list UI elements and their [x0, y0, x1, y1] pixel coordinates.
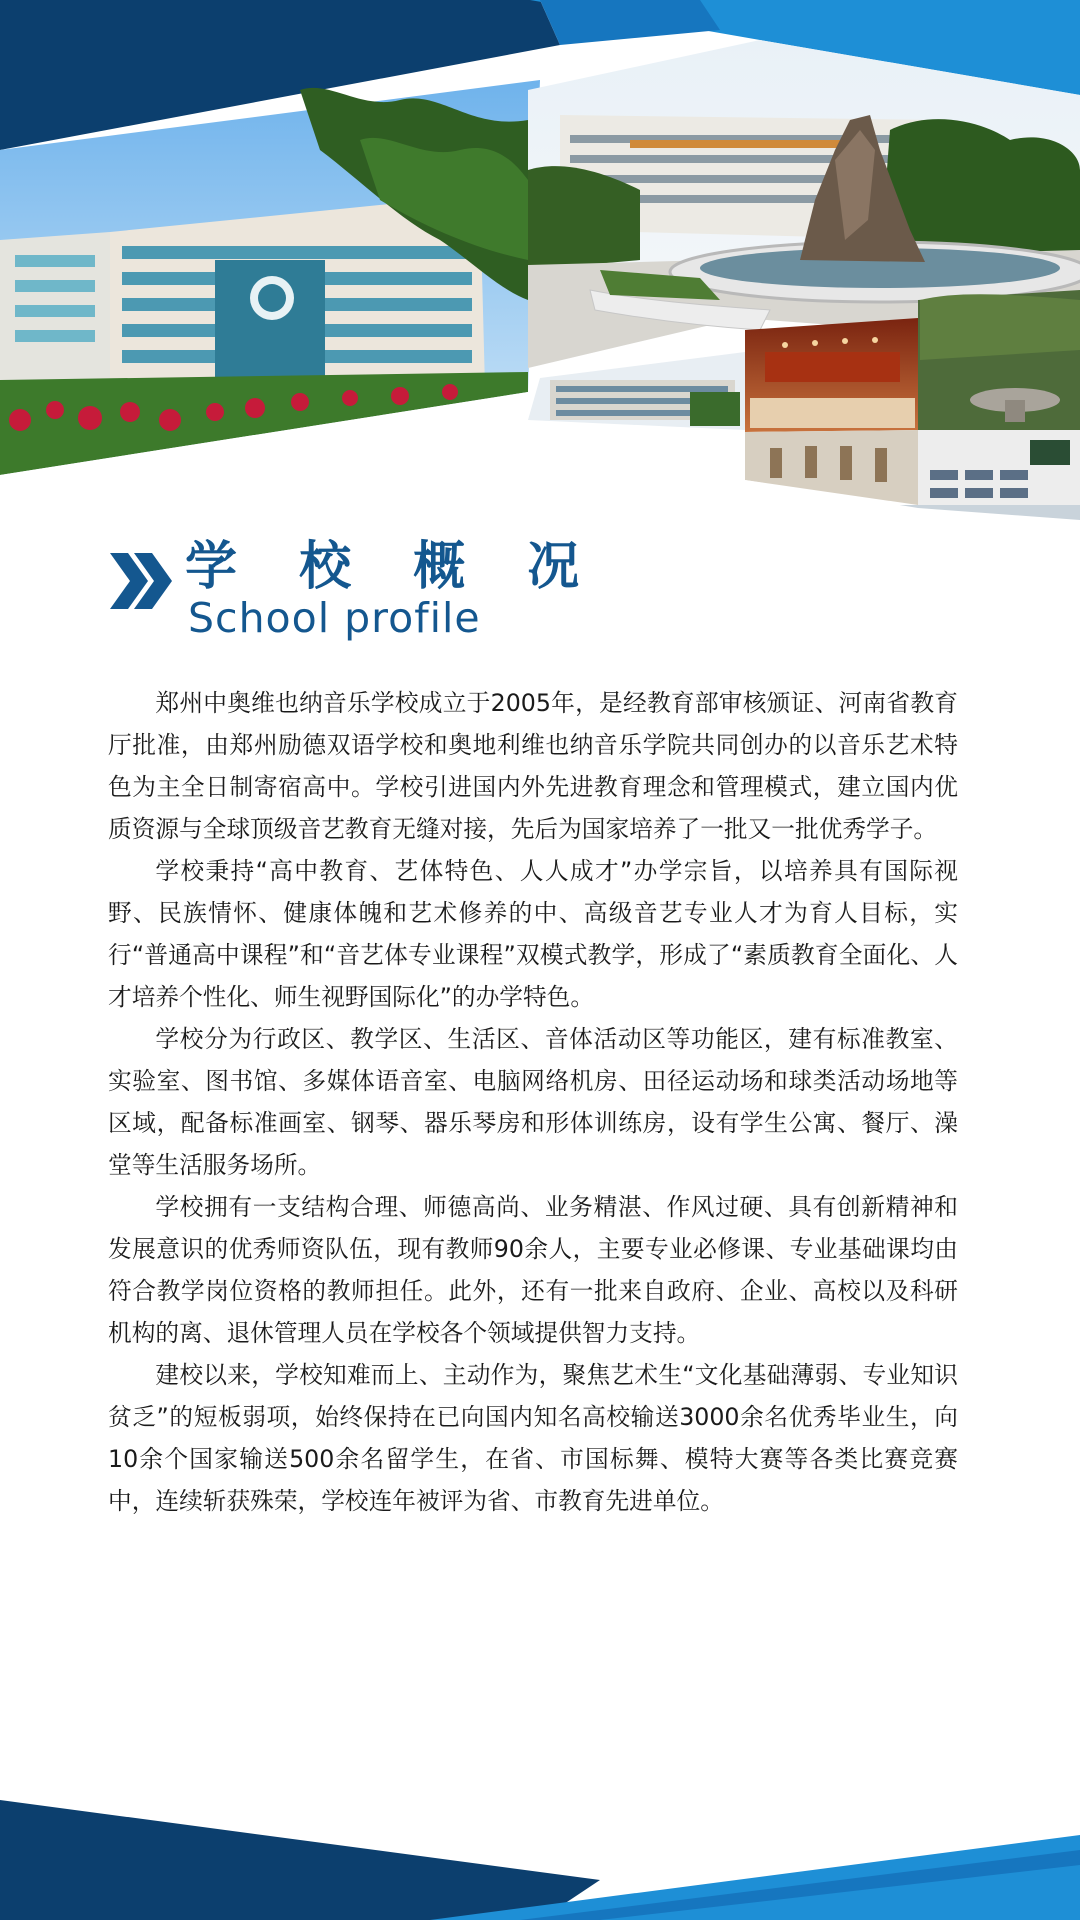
- page-subtitle: School profile: [188, 594, 481, 642]
- garden-pavilion-photo: [918, 290, 1080, 430]
- section-title: [110, 535, 810, 645]
- double-chevron-icon: [110, 553, 172, 609]
- article-paragraph: 学校分为行政区、教学区、生活区、音体活动区等功能区，建有标准教室、实验室、图书馆、多媒体语音室、电脑网络机房、田径运动场和球类活动场地等区域，配备标准画室、钢琴、器乐琴房和形体训练房，设有学生公寓、餐厅、澡堂等生活服务场所。: [108, 1025, 958, 1179]
- bottom-dark-band: [0, 1800, 600, 1920]
- header-banner: [0, 0, 1080, 520]
- footer-banner: [0, 1780, 1080, 1920]
- profile-article: [108, 682, 958, 1522]
- article-paragraph: 学校秉持“高中教育、艺体特色、人人成才”办学宗旨，以培养具有国际视野、民族情怀、健康体魄和艺术修养的中、高级音艺专业人才为育人目标，实行“普通高中课程”和“音艺体专业课程”双模式教学，形成了“素质教育全面化、人才培养个性化、师生视野国际化”的办学特色。: [108, 857, 958, 1011]
- page-title: 学 校 概 况: [185, 537, 602, 597]
- article-paragraph: 郑州中奥维也纳音乐学校成立于2005年，是经教育部审核颁证、河南省教育厅批准，由郑州励德双语学校和奥地利维也纳音乐学院共同创办的以音乐艺术特色为主全日制寄宿高中。学校引进国内外先进教育理念和管理模式，建立国内优质资源与全球顶级音艺教育无缝对接，先后为国家培养了一批又一批优秀学子。: [108, 689, 958, 843]
- article-paragraph: 学校拥有一支结构合理、师德高尚、业务精湛、作风过硬、具有创新精神和发展意识的优秀师资队伍，现有教师90余人，主要专业必修课、专业基础课均由符合教学岗位资格的教师担任。此外，还有一批来自政府、企业、高校以及科研机构的离、退休管理人员在学校各个领域提供智力支持。: [108, 1193, 958, 1347]
- auditorium-photo: [745, 318, 918, 432]
- article-paragraph: 建校以来，学校知难而上、主动作为，聚焦艺术生“文化基础薄弱、专业知识贫乏”的短板弱项，始终保持在已向国内知名高校输送3000余名优秀毕业生，向10余个国家输送500余名留学生，在省、市国标舞、模特大赛等各类比赛竞赛中，连续斩获殊荣，学校连年被评为省、市教育先进单位。: [108, 1361, 958, 1515]
- teaching-building-photo: [528, 352, 745, 430]
